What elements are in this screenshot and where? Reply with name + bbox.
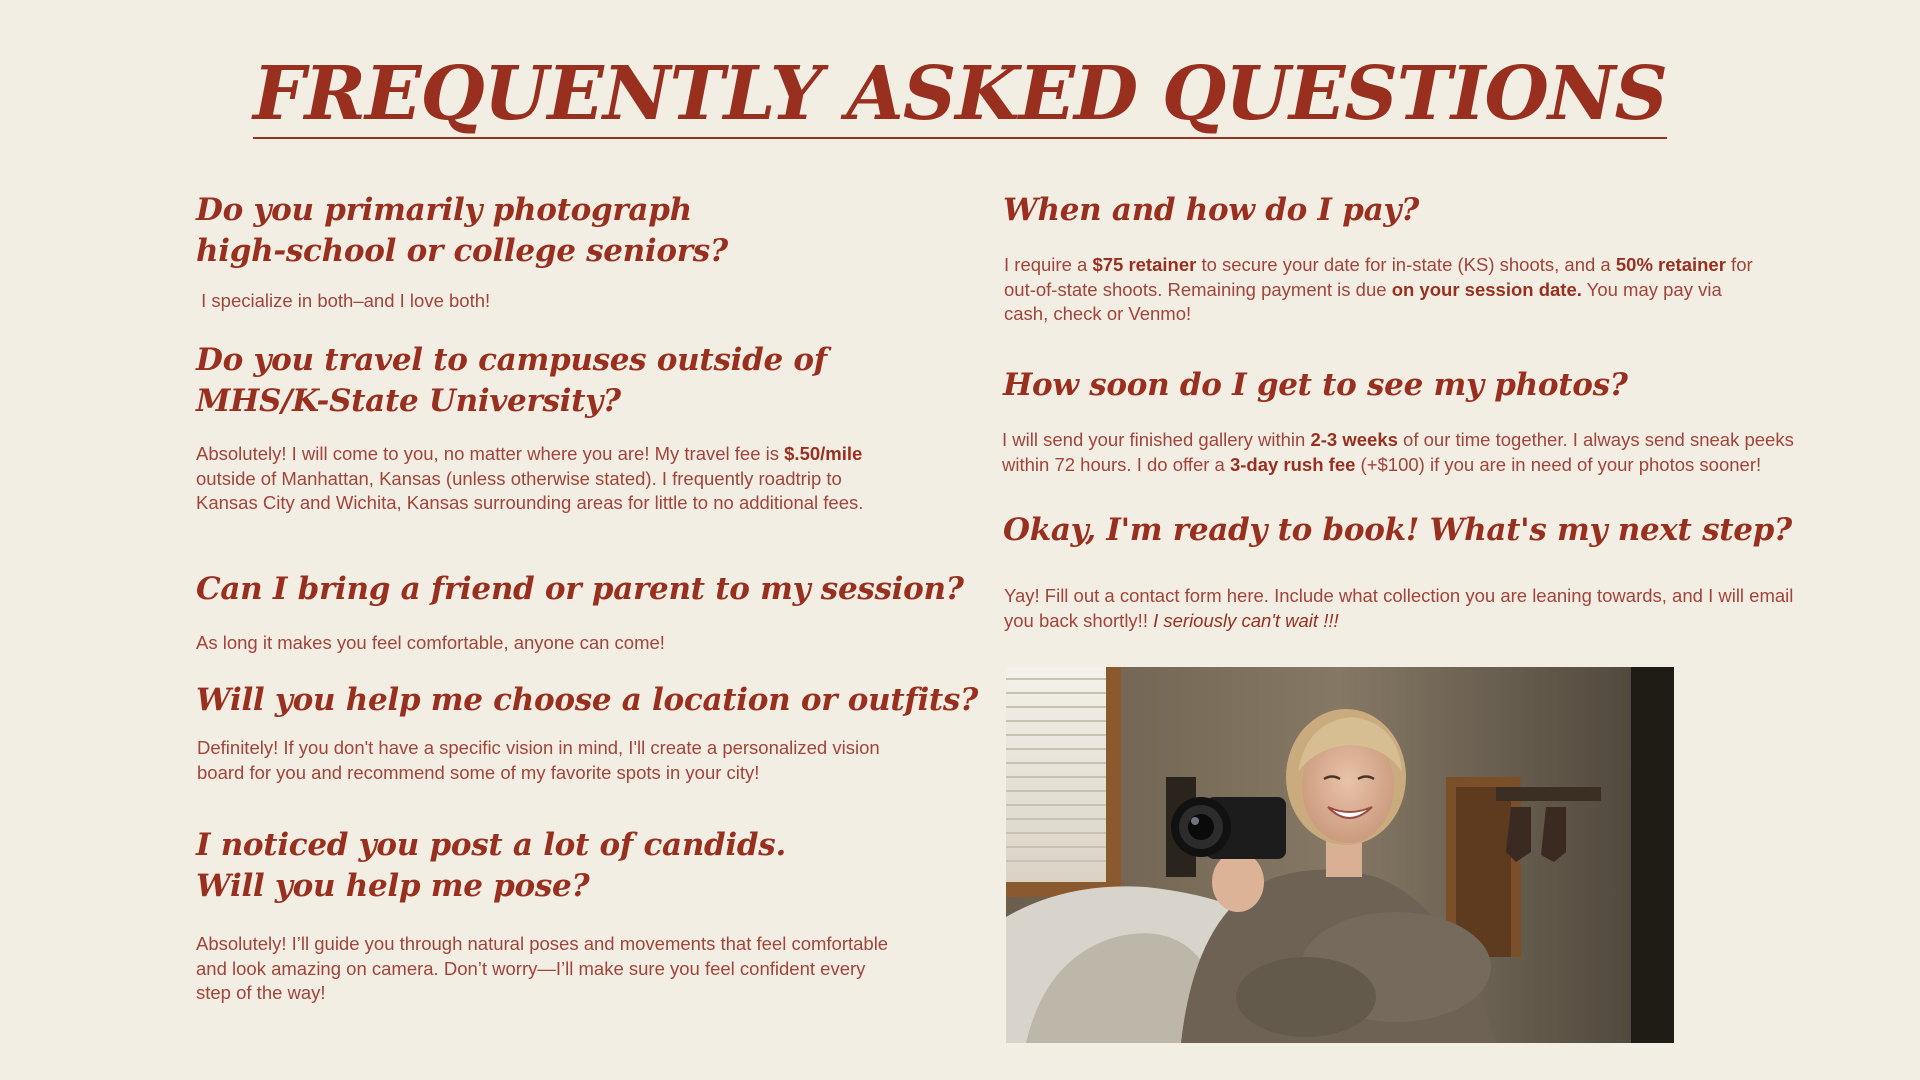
- faq-answer-travel-part1: Absolutely! I will come to you, no matter where you are! My travel fee is: [196, 443, 785, 464]
- faq-question-travel-line1: Do you travel to campuses outside of: [196, 342, 827, 378]
- faq-question-delivery: How soon do I get to see my photos?: [1003, 367, 1628, 403]
- faq-question-travel-line2: MHS/K-State University?: [196, 383, 621, 419]
- faq-answer-payment-part3: for out-of-state shoots. Remaining payment is due: [1004, 254, 1753, 300]
- faq-answer-travel-part2: outside of Manhattan, Kansas (unless otherwise stated). I frequently roadtrip to Kansas City and Wichita, Kansas surrounding areas for little to no additional fees.: [196, 467, 864, 513]
- faq-answer-location: Definitely! If you don't have a specific vision in mind, I'll create a personalized vision board for you and recommend some of my favorite spots in your city!: [197, 737, 880, 783]
- out-of-state-retainer-highlight: 50% retainer: [1615, 254, 1726, 275]
- faq-question-location: Will you help me choose a location or outfits?: [196, 682, 978, 718]
- page-title: [0, 50, 1920, 138]
- travel-fee-highlight: $.50/mile: [784, 443, 863, 464]
- faq-answer-booking: [1004, 584, 1814, 633]
- faq-question-travel: [196, 340, 827, 422]
- faq-answer-travel: [196, 442, 876, 516]
- faq-question-pose-line1: I noticed you post a lot of candids.: [196, 827, 786, 863]
- faq-answer-pose: Absolutely! I’ll guide you through natural poses and movements that feel comfortable and look amazing on camera. Don’t worry—I’ll make sure you feel confident every step of the way!: [196, 933, 889, 1003]
- excited-note: I seriously can't wait !!!: [1153, 609, 1339, 631]
- faq-answer-delivery-part2: of our time together. I always send sneak peeks within 72 hours. I do offer a: [1002, 429, 1794, 475]
- retainer-highlight: $75 retainer: [1092, 254, 1197, 275]
- faq-question-pose-line2: Will you help me pose?: [196, 868, 590, 904]
- faq-answer-seniors: I specialize in both–and I love both!: [196, 290, 491, 311]
- faq-answer-friend: As long it makes you feel comfortable, anyone can come!: [196, 632, 665, 653]
- faq-answer-delivery-part3: (+$100) if you are in need of your photos sooner!: [1355, 453, 1762, 475]
- faq-question-payment: When and how do I pay?: [1003, 192, 1419, 228]
- faq-question-seniors-line1: Do you primarily photograph: [196, 192, 692, 228]
- faq-answer-booking-part1: Yay! Fill out a contact form here. Include what collection you are leaning towards, and I will email you back shortly!!: [1004, 585, 1794, 631]
- rush-fee-highlight: 3-day rush fee: [1229, 453, 1356, 475]
- photographer-portrait-photo: [1006, 667, 1674, 1043]
- faq-answer-delivery: [1002, 428, 1812, 477]
- gallery-time-highlight: 2-3 weeks: [1310, 429, 1398, 450]
- faq-question-booking: Okay, I'm ready to book! What's my next step?: [1003, 512, 1792, 548]
- faq-answer-payment-part2: to secure your date for in-state (KS) shoots, and a: [1196, 254, 1616, 275]
- session-date-highlight: on your session date.: [1391, 278, 1582, 300]
- faq-question-seniors: [196, 190, 728, 272]
- faq-answer-payment-part1: I require a: [1004, 254, 1093, 275]
- page-title-text: FREQUENTLY ASKED QUESTIONS: [252, 51, 1667, 137]
- faq-question-seniors-line2: high-school or college seniors?: [196, 233, 728, 269]
- faq-answer-delivery-part1: I will send your finished gallery within: [1002, 429, 1311, 450]
- faq-question-friend: Can I bring a friend or parent to my session?: [196, 571, 964, 607]
- faq-answer-payment: [1004, 253, 1764, 327]
- faq-answer-payment-part4: You may pay via cash, check or Venmo!: [1004, 278, 1722, 324]
- faq-question-pose: [196, 825, 786, 907]
